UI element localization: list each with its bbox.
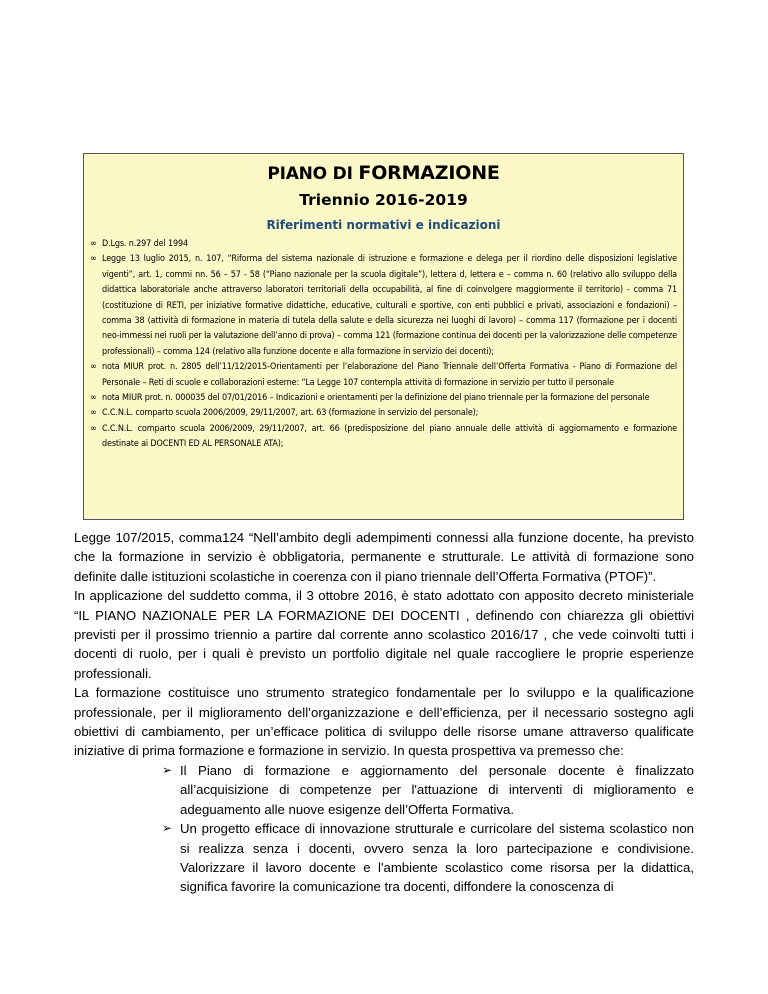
header-box: [83, 153, 684, 520]
references-list: [84, 237, 683, 453]
period-title: Triennio 2016-2019: [299, 191, 468, 209]
reference-text: nota MIUR prot. n. 000035 del 07/01/2016 – Indicazioni e orientamenti per la definizione del piano triennale per la formazione del personale: [102, 393, 650, 404]
arrow-bullet-icon: ➢: [162, 762, 173, 777]
reference-item: [90, 252, 677, 360]
reference-item: [90, 406, 677, 421]
body-text: [74, 528, 694, 897]
reference-item: [90, 422, 677, 453]
title-prefix: PIANO DI: [267, 164, 359, 184]
premise-item: [162, 819, 694, 897]
infinity-bullet-icon: ∞: [90, 393, 97, 404]
arrow-bullet-icon: ➢: [162, 821, 173, 836]
reference-item: [90, 360, 677, 391]
references-subtitle: Riferimenti normativi e indicazioni: [266, 218, 501, 232]
infinity-bullet-icon: ∞: [90, 423, 97, 434]
reference-text: Legge 13 luglio 2015, n. 107, “Riforma del sistema nazionale di istruzione e formazione e delega per il riordino delle disposizioni legislative vigenti”, art. 1, commi nn. 56 – 57 - 58 (“Piano nazionale per la scuola digitale”), lettera d, lettera e – comma n. 60 (relativo allo sviluppo della didattica laboratoriale anche attraverso laboratori territoriali della occupabilità, al fine di coinvolgere maggiormente il territorio) - comma 71 (costituzione di RETI, per iniziative formative didattiche, educative, culturali e sportive, con enti pubblici e privati, associazioni e fondazioni) – comma 38 (attività di formazione in materia di tutela della salute e della sicurezza nei luoghi di lavoro) – comma 117 (formazione per i docenti neo-immessi nei ruoli per la valutazione dell’anno di prova) – comma 121 (formazione continua dei docenti per la valorizzazione delle competenze professionali) – comma 124 (relativo alla funzione docente e alla formazione in servizio dei docenti);: [102, 254, 677, 357]
infinity-bullet-icon: ∞: [90, 254, 97, 265]
title-main: FORMAZIONE: [358, 162, 500, 184]
reference-item: [90, 391, 677, 406]
premise-item: [162, 761, 694, 819]
infinity-bullet-icon: ∞: [90, 408, 97, 419]
body-paragraph: In applicazione del suddetto comma, il 3 ottobre 2016, è stato adottato con apposito decreto ministeriale “IL PIANO NAZIONALE PER LA FORMAZIONE DEI DOCENTI , definendo con chiarezza gli obiettivi previsti per il prossimo triennio a partire dal corrente anno scolastico 2016/17 , che vede coinvolti tutti i docenti di ruolo, per i quali è previsto un portfolio digitale nel quale raccogliere le proprie esperienze professionali.: [74, 588, 694, 681]
body-paragraph: Legge 107/2015, comma124 “Nell’ambito degli adempimenti connessi alla funzione docente, ha previsto che la formazione in servizio è obbligatoria, permanente e strutturale. Le attività di formazione sono definite dalle istituzioni scolastiche in coerenza con il piano triennale dell’Offerta Formativa (PTOF)”.: [74, 530, 694, 584]
reference-text: nota MIUR prot. n. 2805 dell’11/12/2015-Orientamenti per l’elaborazione del Piano Triennale dell’Offerta Formativa - Piano di Formazione del Personale – Reti di scuole e collaborazioni esterne: “La Legge 107 contempla attività di formazione in servizio per tutto il personale: [102, 362, 677, 388]
premise-list: [74, 761, 694, 897]
reference-text: D.Lgs. n.297 del 1994: [102, 239, 188, 249]
infinity-bullet-icon: ∞: [90, 362, 97, 373]
premise-text: Un progetto efficace di innovazione strutturale e curricolare del sistema scolastico non si realizza senza i docenti, ovvero senza la loro partecipazione e condivisione. Valorizzare il lavoro docente e l'ambiente scolastico come risorsa per la didattica, significa favorire la comunicazione tra docenti, diffondere la conoscenza di: [180, 821, 694, 895]
reference-item: [90, 237, 677, 252]
reference-text: C.C.N.L. comparto scuola 2006/2009, 29/11/2007, art. 66 (predisposizione del piano annuale delle attività di aggiornamento e formazione destinate ai DOCENTI ED AL PERSONALE ATA);: [102, 423, 677, 450]
document-title: [84, 162, 683, 185]
body-paragraph: La formazione costituisce uno strumento strategico fondamentale per lo sviluppo e la qualificazione professionale, per il miglioramento dell’organizzazione e dell’efficienza, per il necessario sostegno agli obiettivi di cambiamento, per un’efficace politica di sviluppo delle risorse umane attraverso qualificate iniziative di prima formazione e formazione in servizio. In questa prospettiva va premesso che:: [74, 685, 694, 759]
infinity-bullet-icon: ∞: [90, 239, 97, 249]
premise-text: Il Piano di formazione e aggiornamento del personale docente è finalizzato all’acquisizione di competenze per l'attuazione di interventi di miglioramento e adeguamento alle nuove esigenze dell’Offerta Formativa.: [180, 762, 694, 817]
reference-text: C.C.N.L. comparto scuola 2006/2009, 29/11/2007, art. 63 (formazione in servizio del personale);: [102, 408, 479, 419]
